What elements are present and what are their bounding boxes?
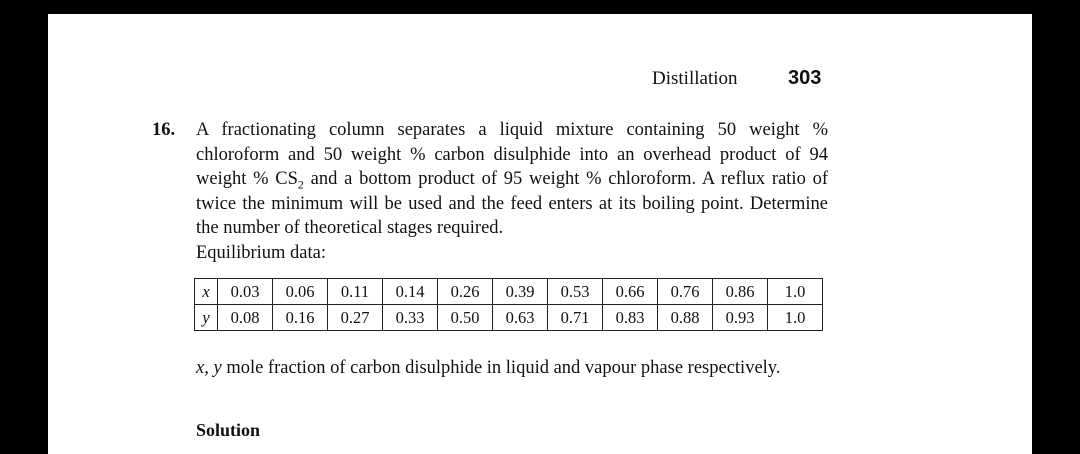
problem-number: 16. [152, 120, 176, 140]
problem-statement: A fractionating column separates a liquid mixture containing 50 weight % chloroform and 50 weight % carbon disulphide into an overhead product of 94 weight % $CS_2$ and a bottom product of 95 weight % chloroform. A reflux ratio of twice the minimum will be used and the feed enters at its boiling point. Determine the number of theoretical stages required. [196, 120, 828, 238]
table-cell-x: 0.86 [713, 279, 768, 305]
table-cell-y: 0.71 [548, 305, 603, 331]
table-cell-y: 0.33 [383, 305, 438, 331]
row-label-x: x [195, 279, 218, 305]
table-cell-x: 1.0 [768, 279, 823, 305]
page-number: 303 [788, 67, 822, 89]
table-cell-y: 0.27 [328, 305, 383, 331]
table-cell-y: 0.93 [713, 305, 768, 331]
table-cell-x: 0.14 [383, 279, 438, 305]
table-cell-y: 0.83 [603, 305, 658, 331]
table-cell-x: 0.26 [438, 279, 493, 305]
table-cell-x: 0.06 [273, 279, 328, 305]
table-cell-y: 0.63 [493, 305, 548, 331]
solution-label: Solution [196, 420, 261, 440]
row-label-y: y [195, 305, 218, 331]
table-cell-x: 0.66 [603, 279, 658, 305]
data-heading: Equilibrium data: [196, 242, 326, 263]
table-cell-x: 0.76 [658, 279, 713, 305]
variable-note: x, y mole fraction of carbon disulphide in liquid and vapour phase respectively. [196, 358, 781, 378]
table-cell-x: 0.53 [548, 279, 603, 305]
problem-text [196, 118, 828, 265]
table-cell-y: 0.88 [658, 305, 713, 331]
table-cell-x: 0.03 [218, 279, 273, 305]
table-row-x [195, 279, 823, 305]
table-row-y [195, 305, 823, 331]
table-cell-y: 0.50 [438, 305, 493, 331]
equilibrium-data-table [194, 278, 823, 331]
section-title: Distillation [652, 68, 738, 89]
table-cell-x: 0.11 [328, 279, 383, 305]
table-cell-y: 0.16 [273, 305, 328, 331]
running-header [652, 68, 832, 92]
table-cell-y: 0.08 [218, 305, 273, 331]
table-cell-x: 0.39 [493, 279, 548, 305]
table-cell-y: 1.0 [768, 305, 823, 331]
